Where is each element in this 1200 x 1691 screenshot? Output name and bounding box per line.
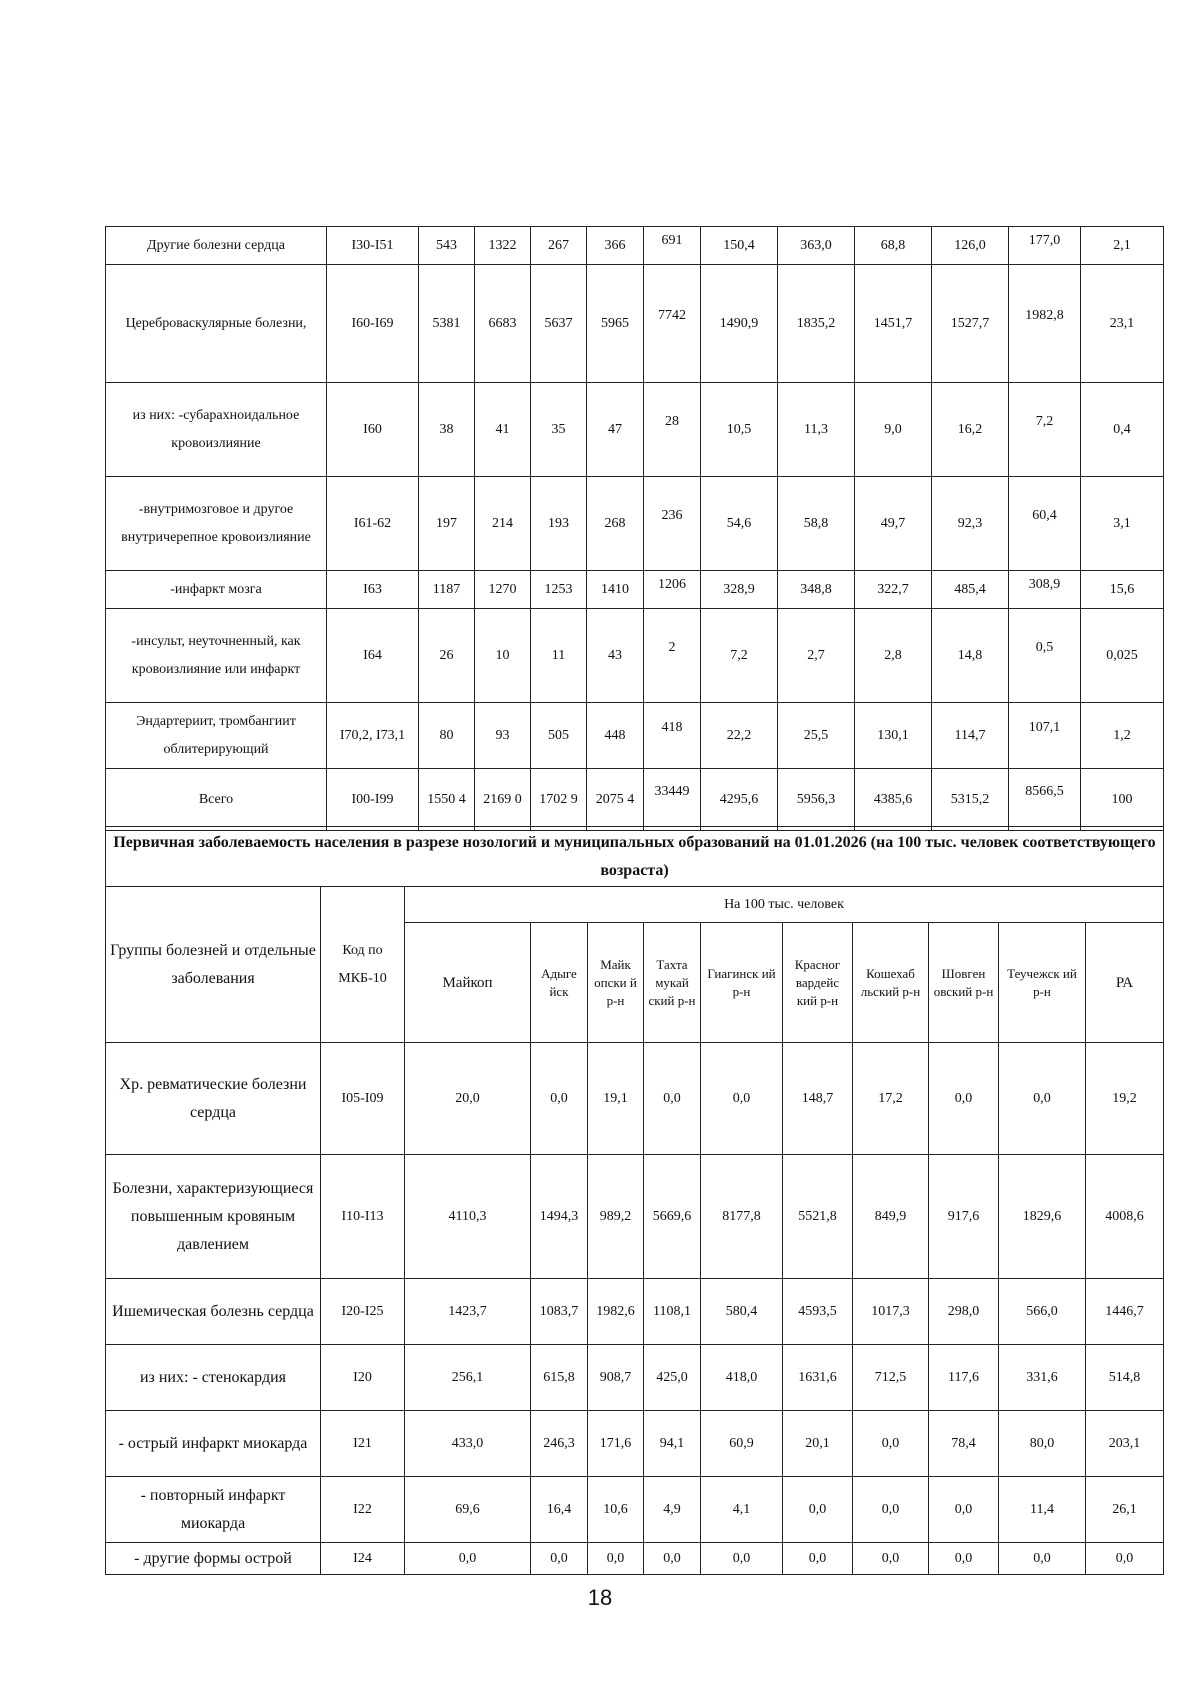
- row-code: I00-I99: [327, 769, 419, 831]
- row-name: - повторный инфаркт миокарда: [106, 1477, 321, 1543]
- cell-value: 80: [419, 703, 475, 769]
- cell-value: 236: [644, 477, 701, 571]
- cell-value: 197: [419, 477, 475, 571]
- cell-value: 0,0: [853, 1411, 929, 1477]
- cell-value: 11: [531, 609, 587, 703]
- cell-value: 580,4: [701, 1279, 783, 1345]
- cell-value: 41: [475, 383, 531, 477]
- header-code: Код по МКБ-10: [321, 887, 405, 1043]
- cell-value: 8566,5: [1009, 769, 1081, 831]
- cell-value: 130,1: [855, 703, 932, 769]
- cell-value: 117,6: [929, 1345, 999, 1411]
- cell-value: 2,7: [778, 609, 855, 703]
- row-code: I05-I09: [321, 1043, 405, 1155]
- cell-value: 7,2: [701, 609, 778, 703]
- table-row: [106, 227, 1164, 265]
- cell-value: 0,0: [644, 1043, 701, 1155]
- cell-value: 33449: [644, 769, 701, 831]
- cell-value: 68,8: [855, 227, 932, 265]
- cell-value: 16,2: [932, 383, 1009, 477]
- cell-value: 7742: [644, 265, 701, 383]
- table-row: [106, 703, 1164, 769]
- row-name: Болезни, характеризующиеся повышенным кровяным давлением: [106, 1155, 321, 1279]
- cell-value: 433,0: [405, 1411, 531, 1477]
- cell-value: 322,7: [855, 571, 932, 609]
- cell-value: 11,3: [778, 383, 855, 477]
- row-code: I21: [321, 1411, 405, 1477]
- cell-value: 0,0: [999, 1043, 1086, 1155]
- cell-value: 28: [644, 383, 701, 477]
- cell-value: 7,2: [1009, 383, 1081, 477]
- cell-value: 712,5: [853, 1345, 929, 1411]
- cell-value: 2,8: [855, 609, 932, 703]
- cell-value: 69,6: [405, 1477, 531, 1543]
- cell-value: 93: [475, 703, 531, 769]
- row-name: -инсульт, неуточненный, как кровоизлияние или инфаркт: [106, 609, 327, 703]
- cell-value: 0,0: [853, 1543, 929, 1575]
- cell-value: 5381: [419, 265, 475, 383]
- cell-value: 425,0: [644, 1345, 701, 1411]
- table-row: [106, 1155, 1164, 1279]
- cell-value: 15,6: [1081, 571, 1164, 609]
- cell-value: 1835,2: [778, 265, 855, 383]
- row-code: I30-I51: [327, 227, 419, 265]
- cell-value: 0,0: [405, 1543, 531, 1575]
- cell-value: 0,0: [999, 1543, 1086, 1575]
- table-row: [106, 1043, 1164, 1155]
- row-name: - острый инфаркт миокарда: [106, 1411, 321, 1477]
- cell-value: 148,7: [783, 1043, 853, 1155]
- table-row: [106, 477, 1164, 571]
- cell-value: 150,4: [701, 227, 778, 265]
- cell-value: 363,0: [778, 227, 855, 265]
- cell-value: 94,1: [644, 1411, 701, 1477]
- cell-value: 0,0: [644, 1543, 701, 1575]
- table-row: [106, 265, 1164, 383]
- cell-value: 1702 9: [531, 769, 587, 831]
- cell-value: 514,8: [1086, 1345, 1164, 1411]
- row-name: -инфаркт мозга: [106, 571, 327, 609]
- cell-value: 0,0: [783, 1543, 853, 1575]
- page-number: 18: [587, 1585, 613, 1610]
- cell-value: 2075 4: [587, 769, 644, 831]
- cell-value: 80,0: [999, 1411, 1086, 1477]
- cell-value: 328,9: [701, 571, 778, 609]
- header-column: Тахта мукай ский р-н: [644, 923, 701, 1043]
- cell-value: 485,4: [932, 571, 1009, 609]
- row-code: I20: [321, 1345, 405, 1411]
- cell-value: 418,0: [701, 1345, 783, 1411]
- table-row: [106, 571, 1164, 609]
- cell-value: 2: [644, 609, 701, 703]
- cell-value: 5956,3: [778, 769, 855, 831]
- cell-value: 1,2: [1081, 703, 1164, 769]
- cell-value: 0,4: [1081, 383, 1164, 477]
- cell-value: 1108,1: [644, 1279, 701, 1345]
- cell-value: 1494,3: [531, 1155, 588, 1279]
- table-row: [106, 1477, 1164, 1543]
- row-code: I20-I25: [321, 1279, 405, 1345]
- cell-value: 1982,8: [1009, 265, 1081, 383]
- cell-value: 26: [419, 609, 475, 703]
- cell-value: 23,1: [1081, 265, 1164, 383]
- cell-value: 331,6: [999, 1345, 1086, 1411]
- table-body: [106, 1043, 1164, 1575]
- cell-value: 22,2: [701, 703, 778, 769]
- cell-value: 308,9: [1009, 571, 1081, 609]
- cell-value: 107,1: [1009, 703, 1081, 769]
- cell-value: 47: [587, 383, 644, 477]
- header-column: Майкоп: [405, 923, 531, 1043]
- cell-value: 5521,8: [783, 1155, 853, 1279]
- table-row: [106, 609, 1164, 703]
- cell-value: 14,8: [932, 609, 1009, 703]
- header-column: Гиагинск ий р-н: [701, 923, 783, 1043]
- cell-value: 54,6: [701, 477, 778, 571]
- cell-value: 10,5: [701, 383, 778, 477]
- cell-value: 9,0: [855, 383, 932, 477]
- header-column: Адыге йск: [531, 923, 588, 1043]
- cell-value: 20,1: [783, 1411, 853, 1477]
- header-column: РА: [1086, 923, 1164, 1043]
- cell-value: 615,8: [531, 1345, 588, 1411]
- cell-value: 38: [419, 383, 475, 477]
- cell-value: 203,1: [1086, 1411, 1164, 1477]
- cell-value: 92,3: [932, 477, 1009, 571]
- cell-value: 17,2: [853, 1043, 929, 1155]
- cell-value: 171,6: [588, 1411, 644, 1477]
- cell-value: 19,2: [1086, 1043, 1164, 1155]
- cell-value: 0,0: [1086, 1543, 1164, 1575]
- cell-value: 268: [587, 477, 644, 571]
- cell-value: 2169 0: [475, 769, 531, 831]
- row-name: -внутримозговое и другое внутричерепное кровоизлияние: [106, 477, 327, 571]
- cell-value: 0,0: [783, 1477, 853, 1543]
- cell-value: 0,0: [929, 1543, 999, 1575]
- cell-value: 1410: [587, 571, 644, 609]
- cell-value: 0,0: [853, 1477, 929, 1543]
- cell-value: 10,6: [588, 1477, 644, 1543]
- cell-value: 1322: [475, 227, 531, 265]
- row-name: из них: - стенокардия: [106, 1345, 321, 1411]
- cell-value: 566,0: [999, 1279, 1086, 1345]
- cell-value: 543: [419, 227, 475, 265]
- cell-value: 0,0: [588, 1543, 644, 1575]
- cell-value: 917,6: [929, 1155, 999, 1279]
- header-group: Группы болезней и отдельные заболевания: [106, 887, 321, 1043]
- row-code: I10-I13: [321, 1155, 405, 1279]
- cell-value: 418: [644, 703, 701, 769]
- cell-value: 348,8: [778, 571, 855, 609]
- cell-value: 1631,6: [783, 1345, 853, 1411]
- cell-value: 0,0: [531, 1043, 588, 1155]
- cell-value: 505: [531, 703, 587, 769]
- cell-value: 1017,3: [853, 1279, 929, 1345]
- table-row: [106, 1279, 1164, 1345]
- cell-value: 1206: [644, 571, 701, 609]
- header-column: Шовген овский р-н: [929, 923, 999, 1043]
- cell-value: 4,1: [701, 1477, 783, 1543]
- table-row: [106, 383, 1164, 477]
- cell-value: 1270: [475, 571, 531, 609]
- row-name: Ишемическая болезнь сердца: [106, 1279, 321, 1345]
- cell-value: 4008,6: [1086, 1155, 1164, 1279]
- row-code: I60-I69: [327, 265, 419, 383]
- cell-value: 691: [644, 227, 701, 265]
- cell-value: 246,3: [531, 1411, 588, 1477]
- row-name: Эндартериит, тромбангиит облитерирующий: [106, 703, 327, 769]
- cell-value: 1253: [531, 571, 587, 609]
- cell-value: 1446,7: [1086, 1279, 1164, 1345]
- cell-value: 1550 4: [419, 769, 475, 831]
- cell-value: 1527,7: [932, 265, 1009, 383]
- cell-value: 5965: [587, 265, 644, 383]
- cell-value: 100: [1081, 769, 1164, 831]
- row-name: Всего: [106, 769, 327, 831]
- cell-value: 2,1: [1081, 227, 1164, 265]
- cell-value: 5669,6: [644, 1155, 701, 1279]
- cell-value: 1490,9: [701, 265, 778, 383]
- row-code: I22: [321, 1477, 405, 1543]
- cell-value: 26,1: [1086, 1477, 1164, 1543]
- cell-value: 6683: [475, 265, 531, 383]
- cell-value: 4110,3: [405, 1155, 531, 1279]
- cell-value: 908,7: [588, 1345, 644, 1411]
- cell-value: 366: [587, 227, 644, 265]
- header-column: Кошехаб льский р-н: [853, 923, 929, 1043]
- table-morbidity-municipal: [105, 826, 1164, 1575]
- row-code: I24: [321, 1543, 405, 1575]
- cell-value: 1829,6: [999, 1155, 1086, 1279]
- cell-value: 4295,6: [701, 769, 778, 831]
- header-span: На 100 тыс. человек: [405, 887, 1164, 923]
- cell-value: 126,0: [932, 227, 1009, 265]
- cell-value: 214: [475, 477, 531, 571]
- cell-value: 256,1: [405, 1345, 531, 1411]
- row-code: I60: [327, 383, 419, 477]
- cell-value: 177,0: [1009, 227, 1081, 265]
- cell-value: 35: [531, 383, 587, 477]
- cell-value: 0,0: [701, 1043, 783, 1155]
- table-cardio-absolute: [105, 226, 1164, 831]
- cell-value: 448: [587, 703, 644, 769]
- cell-value: 19,1: [588, 1043, 644, 1155]
- row-code: I63: [327, 571, 419, 609]
- cell-value: 11,4: [999, 1477, 1086, 1543]
- cell-value: 0,0: [701, 1543, 783, 1575]
- section-title: Первичная заболеваемость населения в разрезе нозологий и муниципальных образований на 01.01.2026 (на 100 тыс. человек соответствующего возраста): [106, 827, 1164, 887]
- cell-value: 4385,6: [855, 769, 932, 831]
- cell-value: 25,5: [778, 703, 855, 769]
- row-name: Другие болезни сердца: [106, 227, 327, 265]
- cell-value: 58,8: [778, 477, 855, 571]
- cell-value: 5637: [531, 265, 587, 383]
- row-code: I61-62: [327, 477, 419, 571]
- cell-value: 16,4: [531, 1477, 588, 1543]
- cell-value: 5315,2: [932, 769, 1009, 831]
- cell-value: 10: [475, 609, 531, 703]
- table-row: [106, 1345, 1164, 1411]
- header-column: Теучежск ий р-н: [999, 923, 1086, 1043]
- cell-value: 20,0: [405, 1043, 531, 1155]
- cell-value: 1083,7: [531, 1279, 588, 1345]
- cell-value: 0,0: [531, 1543, 588, 1575]
- cell-value: 1423,7: [405, 1279, 531, 1345]
- cell-value: 193: [531, 477, 587, 571]
- cell-value: 0,025: [1081, 609, 1164, 703]
- cell-value: 1982,6: [588, 1279, 644, 1345]
- cell-value: 1187: [419, 571, 475, 609]
- row-code: I64: [327, 609, 419, 703]
- row-name: - другие формы острой: [106, 1543, 321, 1575]
- cell-value: 78,4: [929, 1411, 999, 1477]
- cell-value: 1451,7: [855, 265, 932, 383]
- cell-value: 49,7: [855, 477, 932, 571]
- cell-value: 60,4: [1009, 477, 1081, 571]
- cell-value: 43: [587, 609, 644, 703]
- cell-value: 4,9: [644, 1477, 701, 1543]
- header-column: Красног вардейс кий р-н: [783, 923, 853, 1043]
- cell-value: 4593,5: [783, 1279, 853, 1345]
- cell-value: 0,0: [929, 1477, 999, 1543]
- cell-value: 60,9: [701, 1411, 783, 1477]
- cell-value: 114,7: [932, 703, 1009, 769]
- cell-value: 0,5: [1009, 609, 1081, 703]
- row-name: Цереброваскулярные болезни,: [106, 265, 327, 383]
- table-row: [106, 769, 1164, 831]
- cell-value: 0,0: [929, 1043, 999, 1155]
- cell-value: 849,9: [853, 1155, 929, 1279]
- row-code: I70,2, I73,1: [327, 703, 419, 769]
- row-name: Хр. ревматические болезни сердца: [106, 1043, 321, 1155]
- cell-value: 267: [531, 227, 587, 265]
- table-body: [106, 227, 1164, 831]
- table-row: [106, 1543, 1164, 1575]
- cell-value: 8177,8: [701, 1155, 783, 1279]
- cell-value: 298,0: [929, 1279, 999, 1345]
- cell-value: 989,2: [588, 1155, 644, 1279]
- header-column: Майк опски й р-н: [588, 923, 644, 1043]
- cell-value: 3,1: [1081, 477, 1164, 571]
- table-row: [106, 1411, 1164, 1477]
- row-name: из них: -субарахноидальное кровоизлияние: [106, 383, 327, 477]
